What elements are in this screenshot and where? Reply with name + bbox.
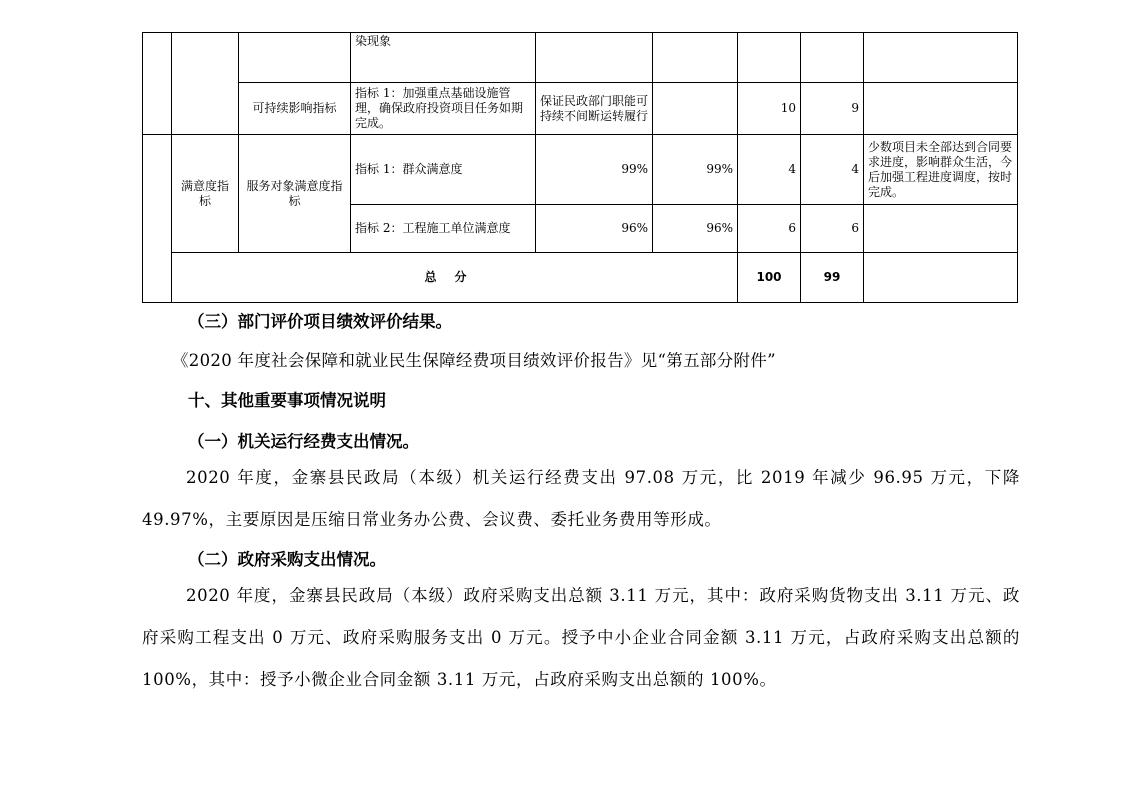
section-text: 2020 年度，金寨县民政局（本级）机关运行经费支出 97.08 万元，比 2019 年减少 96.95 万元，下降 49.97%，主要原因是压缩日常业务办公费、会议费、委托业务费用等形成。 — [142, 468, 1020, 529]
indicator-cell: 指标 2：工程施工单位满意度 — [351, 205, 536, 253]
actual-cell: 99% — [653, 135, 738, 205]
total-score-cell: 99 — [801, 253, 864, 303]
table-row — [143, 135, 1018, 205]
indicator-cell: 染现象 — [351, 33, 536, 83]
target-cell: 保证民政部门职能可持续不间断运转履行 — [536, 83, 653, 135]
secondary-indicator-cell: 可持续影响指标 — [239, 83, 351, 135]
section-heading: （三）部门评价项目绩效评价结果。 — [188, 312, 452, 331]
table-row — [143, 33, 1018, 83]
actual-cell: 96% — [653, 205, 738, 253]
target-cell: 96% — [536, 205, 653, 253]
indicator-cell: 指标 1：群众满意度 — [351, 135, 536, 205]
weight-cell: 6 — [738, 205, 801, 253]
primary-indicator-cell: 满意度指标 — [172, 135, 239, 253]
section-heading: （一）机关运行经费支出情况。 — [188, 432, 419, 451]
weight-cell: 4 — [738, 135, 801, 205]
secondary-indicator-cell: 服务对象满意度指标 — [239, 135, 351, 253]
table-row — [143, 253, 1018, 303]
note-cell: 少数项目未全部达到合同要求进度，影响群众生活，今后加强工程进度调度，按时完成。 — [864, 135, 1018, 205]
score-cell: 4 — [801, 135, 864, 205]
section-text: 2020 年度，金寨县民政局（本级）政府采购支出总额 3.11 万元，其中：政府采购货物支出 3.11 万元、政府采购工程支出 0 万元、政府采购服务支出 0 万元。授予中小企业合同金额 3.11 万元，占政府采购支出总额的 100%，其中：授予小微企业合同金额 3.11 万元，占政府采购支出总额的 100%。 — [142, 586, 1020, 689]
table-row — [143, 83, 1018, 135]
total-label: 总分 — [424, 270, 485, 284]
section-text: 《2020 年度社会保障和就业民生保障经费项目绩效评价报告》见“第五部分附件” — [172, 351, 776, 370]
target-cell: 99% — [536, 135, 653, 205]
indicator-cell: 指标 1：加强重点基础设施管理，确保政府投资项目任务如期完成。 — [351, 83, 536, 135]
performance-table — [142, 32, 1018, 303]
section-heading: 十、其他重要事项情况说明 — [188, 391, 386, 410]
weight-cell: 10 — [738, 83, 801, 135]
score-cell: 6 — [801, 205, 864, 253]
section-heading: （二）政府采购支出情况。 — [188, 550, 386, 569]
score-cell: 9 — [801, 83, 864, 135]
total-label-cell — [172, 253, 738, 303]
total-weight-cell: 100 — [738, 253, 801, 303]
